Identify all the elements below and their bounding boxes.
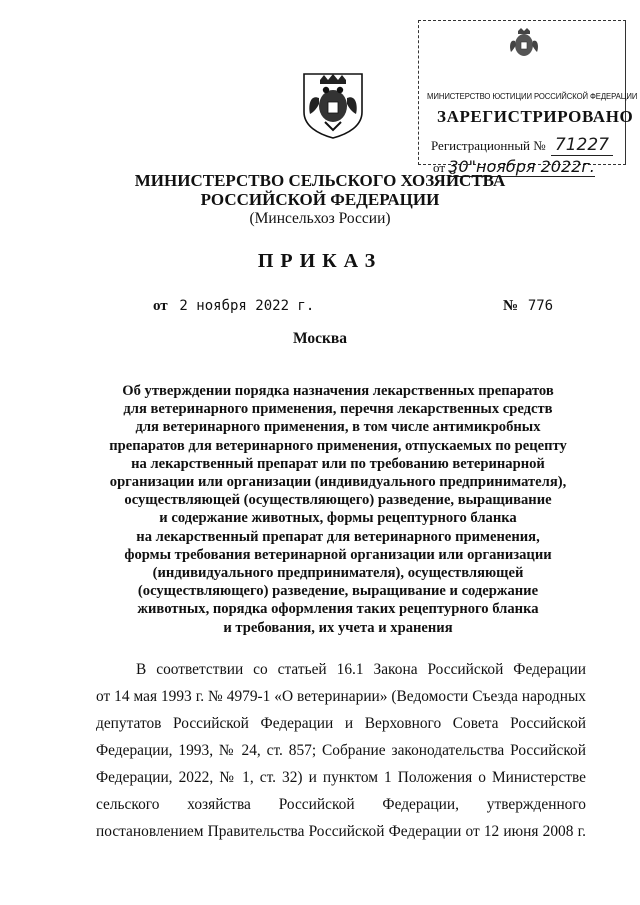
body-line: постановлением Правительства Российской Федерации от 12 июня 2008 г.	[96, 823, 586, 840]
body-line: депутатов Российской Федерации и Верховного Совета Российской	[96, 715, 586, 732]
body-line: Федерации, 1993, № 24, ст. 857; Собрание законодательства Российской	[96, 742, 586, 759]
title-line: организации или организации (индивидуального предпринимателя),	[109, 474, 567, 491]
document-type-title: ПРИКАЗ	[257, 250, 383, 272]
stamp-ministry-name: МИНИСТЕРСТВО ЮСТИЦИИ РОССИЙСКОЙ ФЕДЕРАЦИИ	[427, 91, 638, 101]
body-line: сельского хозяйства Российской Федерации, утвержденного	[96, 796, 586, 813]
title-line: и содержание животных, формы рецептурного бланка	[159, 510, 517, 527]
registration-stamp	[418, 20, 638, 176]
order-number-value: 776	[527, 298, 554, 314]
stamp-registration-line	[431, 135, 613, 155]
order-date-label: от	[153, 298, 168, 314]
title-line: (индивидуального предпринимателя), осуществляющей	[152, 565, 524, 582]
title-line: на лекарственный препарат или по требованию ветеринарной	[131, 455, 545, 472]
order-date-value: 2 ноября 2022 г.	[179, 298, 315, 314]
ministry-name-line1: МИНИСТЕРСТВО СЕЛЬСКОГО ХОЗЯЙСТВА	[134, 171, 506, 190]
body-line: В соответствии со статьей 16.1 Закона Российской Федерации	[136, 661, 586, 678]
order-body-text	[96, 656, 586, 845]
title-line: осуществляющей (осуществляющего) разведение, выращивание	[124, 492, 552, 509]
title-line: для ветеринарного применения, в том числе антимикробных	[135, 419, 541, 436]
title-line: Об утверждении порядка назначения лекарственных препаратов	[122, 383, 554, 399]
city-name: Москва	[292, 330, 348, 347]
order-number	[503, 298, 553, 315]
stamp-registered-label: ЗАРЕГИСТРИРОВАНО	[437, 107, 634, 126]
order-number-label: №	[503, 298, 519, 314]
stamp-coat-of-arms-icon	[507, 25, 541, 61]
title-line: животных, порядка оформления таких рецептурного бланка	[137, 601, 539, 618]
stamp-date-prefix: от	[433, 160, 446, 175]
title-line: на лекарственный препарат для ветеринарного применения,	[136, 528, 540, 545]
ministry-short-name: (Минсельхоз России)	[249, 210, 391, 227]
title-line: формы требования ветеринарной организации или организации	[124, 546, 552, 563]
title-line: препаратов для ветеринарного применения, отпускаемых по рецепту	[109, 437, 567, 454]
order-date	[153, 298, 314, 315]
title-line: и требования, их учета и хранения	[223, 619, 453, 636]
body-line: от 14 мая 1993 г. № 4979-1 «О ветеринарии» (Ведомости Съезда народных	[96, 688, 586, 705]
stamp-reg-number: 71227	[551, 135, 613, 156]
order-title	[90, 382, 586, 637]
coat-of-arms-emblem	[298, 68, 368, 140]
title-line: (осуществляющего) разведение, выращивание и содержание	[137, 583, 539, 600]
title-line: для ветеринарного применения, перечня лекарственных средств	[123, 401, 553, 418]
stamp-reg-label: Регистрационный №	[431, 138, 546, 153]
stamp-handwritten-date: 30"ноября 2022г.	[448, 157, 595, 176]
body-line: Федерации, 2022, № 1, ст. 32) и пунктом 1 Положения о Министерстве	[96, 769, 586, 786]
ministry-name-line2: РОССИЙСКОЙ ФЕДЕРАЦИИ	[200, 190, 440, 209]
